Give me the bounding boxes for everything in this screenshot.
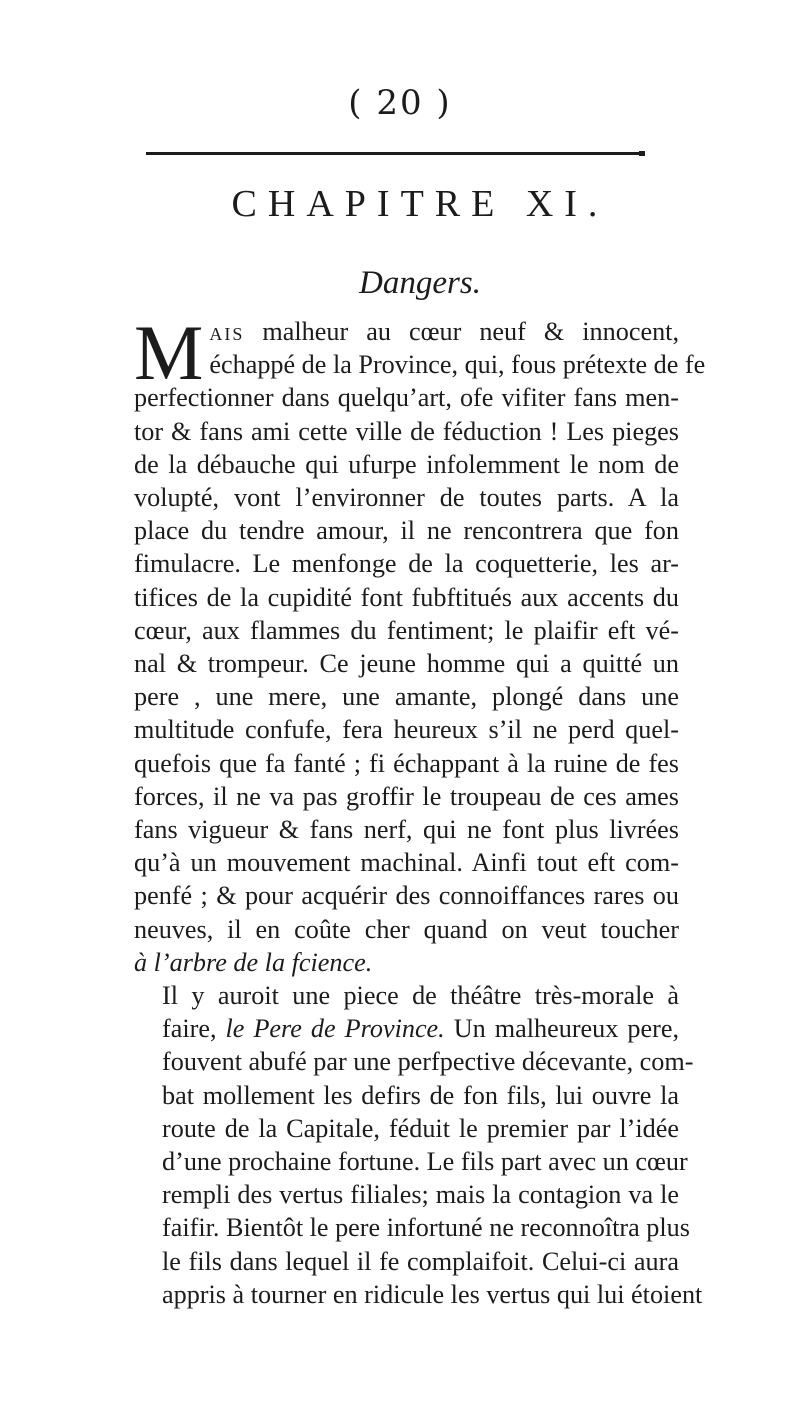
text-line: volupté, vont l’environner de toutes parts. A la (134, 483, 679, 513)
text-line: Il y auroit une piece de théâtre très-morale à (162, 981, 679, 1011)
text-line: neuves, il en coûte cher quand on veut toucher (134, 914, 679, 944)
text-line-content: malheur au cœur neuf & innocent, (244, 317, 679, 346)
text-line: multitude confufe, fera heureux s’il ne perd quel- (134, 715, 679, 745)
section-title: Dangers. (359, 265, 481, 301)
text-line: faifir. Bientôt le pere infortuné ne reconnoîtra plus (162, 1213, 690, 1243)
text-line: appris à tourner en ridicule les vertus qui lui étoient (162, 1279, 703, 1309)
text-line: tifices de la cupidité font fubftitués aux accents du (134, 582, 679, 612)
text-line: qu’à un mouvement machinal. Ainfi tout eft com- (134, 848, 679, 878)
italic-phrase: à l’arbre de la fcience. (134, 947, 373, 977)
text-line: place du tendre amour, il ne rencontrera que fon (134, 516, 679, 546)
text-line: perfectionner dans quelqu’art, ofe vifiter fans men- (134, 383, 679, 413)
page-number: ( 20 ) (348, 83, 452, 123)
text-line: de la débauche qui ufurpe infolemment le nom de (134, 449, 679, 479)
paragraph-2 (134, 979, 703, 1311)
text-fragment: faire, (162, 1014, 226, 1044)
text-line: forces, il ne va pas groffir le troupeau de ces ames (134, 781, 679, 811)
paragraph-1 (134, 309, 706, 979)
text-line: le fils dans lequel il fe complaifoit. Celui-ci aura (162, 1246, 679, 1276)
text-line: quefois que fa fanté ; fi échappant à la ruine de fes (134, 748, 679, 778)
text-line: fouvent abufé par une perfpective décevante, com- (162, 1047, 694, 1077)
text-line: tor & fans ami cette ville de féduction ! Les pieges (134, 416, 679, 446)
text-line: rempli des vertus filiales; mais la contagion va le (162, 1180, 679, 1210)
italic-title: le Pere de Province. (225, 1014, 445, 1044)
text-line: d’une prochaine fortune. Le fils part avec un cœur (162, 1147, 688, 1177)
text-line: pere , une mere, une amante, plongé dans une (134, 682, 679, 712)
text-line: route de la Capitale, féduit le premier par l’idée (162, 1113, 679, 1143)
text-line (134, 315, 679, 348)
text-line: fans vigueur & fans nerf, qui ne font plus livrées (134, 815, 679, 845)
text-line: penfé ; & pour acquérir des connoiffances rares ou (134, 881, 679, 911)
text-line: nal & trompeur. Ce jeune homme qui a quitté un (134, 649, 679, 679)
drop-cap: M (134, 309, 204, 396)
body-text (134, 309, 706, 1311)
header-rule (146, 152, 642, 155)
text-line: fimulacre. Le menfonge de la coquetterie, les ar- (134, 549, 679, 579)
first-word-rest: ais (209, 317, 245, 346)
text-line: cœur, aux flammes du fentiment; le plaifir eft vé- (134, 615, 679, 645)
text-line (134, 946, 679, 979)
text-line (134, 1012, 679, 1045)
text-fragment: Un malheureux pere, (444, 1014, 679, 1044)
chapter-title: CHAPITRE XI. (231, 183, 609, 225)
text-line: échappé de la Province, qui, fous prétexte de fe (209, 350, 706, 380)
text-line: bat mollement les defirs de fon fils, lui ouvre la (162, 1080, 679, 1110)
